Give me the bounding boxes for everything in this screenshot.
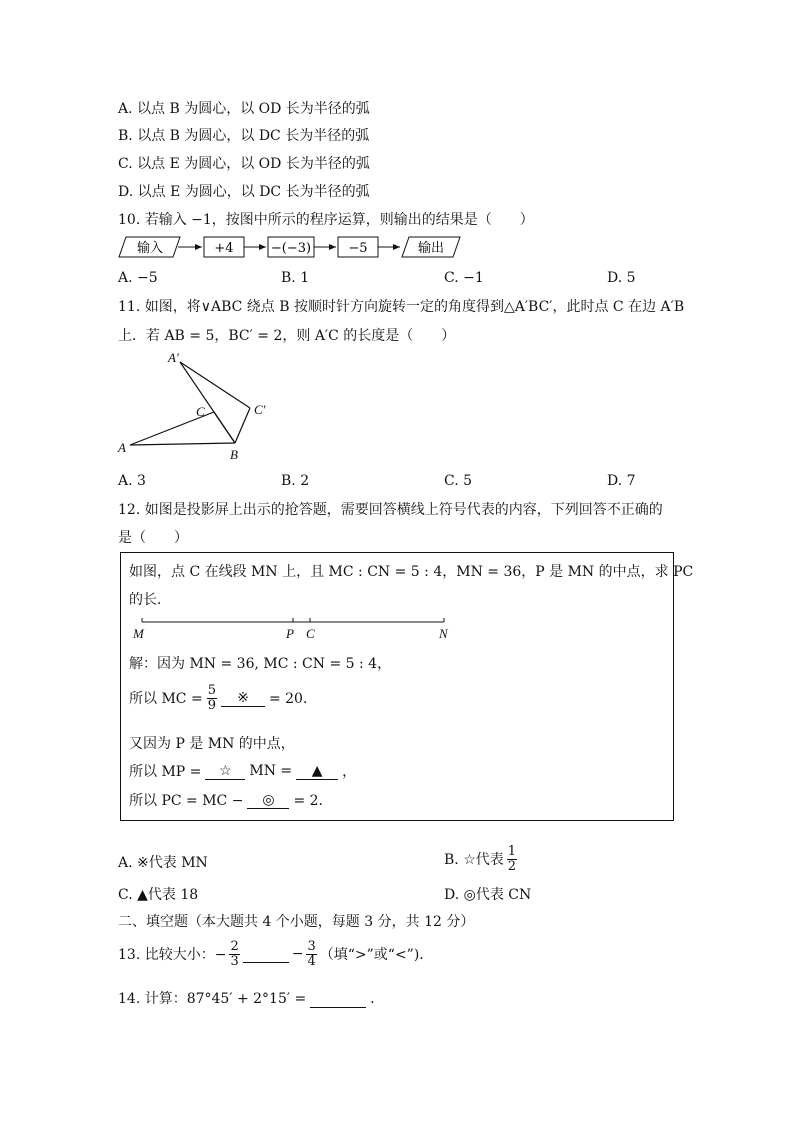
q12-solution-line3: 又因为 P 是 MN 的中点，: [129, 736, 295, 752]
sol4-blank2: ▲: [296, 763, 338, 780]
sol2-fraction: [207, 684, 217, 712]
segment-label-c: C: [306, 626, 315, 641]
q11-option-b: B. 2: [281, 473, 310, 489]
q12-option-a: A. ※代表 MN: [118, 855, 208, 871]
sol4-prefix: 所以 MP =: [129, 764, 202, 780]
q12-stem-line2: 是（ ）: [118, 530, 188, 546]
q13-suffix: （填“>”或“<”)．: [319, 947, 434, 964]
section-2-heading: 二、填空题（本大题共 4 个小题，每题 3 分，共 12 分）: [118, 914, 475, 930]
flow-input-label: 输入: [136, 241, 164, 256]
q9-option-b: B. 以点 B 为圆心，以 DC 长为半径的弧: [118, 128, 370, 144]
sol2-frac-den: 9: [207, 697, 216, 713]
point-label-c-prime: C′: [254, 402, 266, 417]
q12-option-c: C. ▲代表 18: [118, 887, 199, 903]
q13-f2-den: 4: [307, 953, 316, 969]
q13-f1-num: 2: [230, 939, 239, 954]
q14-answer-blank[interactable]: [310, 991, 366, 1008]
sol4-suffix: ，: [342, 764, 357, 780]
sol5-prefix: 所以 PC = MC −: [129, 793, 244, 809]
q10-stem: 10. 若输入 −1，按图中所示的程序运算，则输出的结果是（ ）: [118, 212, 534, 228]
q12-solution-line1: 解：因为 MN = 36, MC : CN = 5 : 4，: [129, 656, 392, 672]
q11-stem-line2: 上．若 AB = 5，BC′ = 2，则 A′C 的长度是（ ）: [118, 328, 456, 344]
sol5-blank: ◎: [247, 792, 289, 809]
q11-triangle-figure: [110, 348, 280, 466]
optb-prefix: B. ☆代表: [444, 852, 504, 869]
q9-option-c: C. 以点 E 为圆心，以 OD 长为半径的弧: [118, 156, 370, 172]
q10-option-c: C. −1: [444, 270, 484, 286]
q13-fraction-2: [306, 940, 316, 968]
q14-suffix: ．: [370, 991, 385, 1007]
q12-box-line1: 如图，点 C 在线段 MN 上，且 MC : CN = 5 : 4，MN = 36，P 是 MN 的中点，求 PC: [129, 564, 694, 580]
q13-f2-num: 3: [307, 939, 316, 954]
optb-frac-num: 1: [507, 844, 517, 859]
q10-flowchart: [118, 234, 463, 260]
point-label-c: C: [196, 404, 205, 419]
flow-step-2: −(−3): [270, 241, 312, 256]
segment-label-n: N: [439, 626, 448, 641]
q10-option-d: D. 5: [607, 270, 636, 286]
q12-solution-line2: [129, 684, 317, 712]
q13-fraction-1: [229, 940, 239, 968]
sol4-mid: MN =: [249, 763, 293, 779]
q9-option-a: A. 以点 B 为圆心，以 OD 长为半径的弧: [118, 101, 370, 117]
point-label-a-prime: A′: [168, 350, 179, 365]
q13-f1-den: 3: [230, 953, 239, 969]
q12-option-b: [444, 845, 517, 873]
q12-segment-figure: [128, 614, 458, 644]
sol5-suffix: = 2．: [293, 793, 333, 809]
q11-option-a: A. 3: [118, 473, 146, 489]
q11-option-c: C. 5: [444, 473, 473, 489]
q13-line: [118, 940, 433, 968]
q10-option-b: B. 1: [281, 270, 310, 286]
q13-answer-blank[interactable]: [243, 946, 289, 963]
segment-label-p: P: [286, 626, 294, 641]
segment-label-m: M: [133, 626, 144, 641]
sol4-blank1: ☆: [205, 763, 245, 780]
q13-prefix: 13. 比较大小：−: [118, 947, 227, 964]
sol2-suffix: = 20．: [268, 691, 317, 708]
flow-output-label: 输出: [417, 241, 445, 256]
flow-step-3: −5: [348, 241, 368, 256]
flow-step-1: +4: [214, 241, 234, 256]
q12-solution-line5: [129, 790, 333, 810]
q10-option-a: A. −5: [118, 270, 158, 286]
q13-mid: −: [291, 946, 304, 963]
point-label-b: B: [230, 447, 238, 462]
optb-frac-den: 2: [507, 858, 517, 874]
sol2-frac-num: 5: [207, 683, 216, 698]
q9-option-d: D. 以点 E 为圆心，以 DC 长为半径的弧: [118, 184, 370, 200]
q12-stem-line1: 12. 如图是投影屏上出示的抢答题，需要回答横线上符号代表的内容，下列回答不正确的: [118, 502, 663, 518]
sol2-blank: ※: [221, 690, 265, 707]
q11-option-d: D. 7: [607, 473, 636, 489]
q12-box-line2: 的长．: [129, 592, 171, 608]
sol2-prefix: 所以 MC =: [129, 691, 203, 708]
q11-stem-line1: 11. 如图，将∨ABC 绕点 B 按顺时针方向旋转一定的角度得到△A′BC′，此时点 C 在边 A′B: [118, 299, 685, 315]
q12-option-d: D. ◎代表 CN: [444, 887, 532, 903]
q14-line: [118, 988, 384, 1008]
q12-solution-line4: [129, 761, 356, 781]
point-label-a: A: [118, 440, 126, 455]
optb-fraction: [507, 845, 517, 873]
q14-prefix: 14. 计算：87°45′ + 2°15′ =: [118, 991, 307, 1007]
